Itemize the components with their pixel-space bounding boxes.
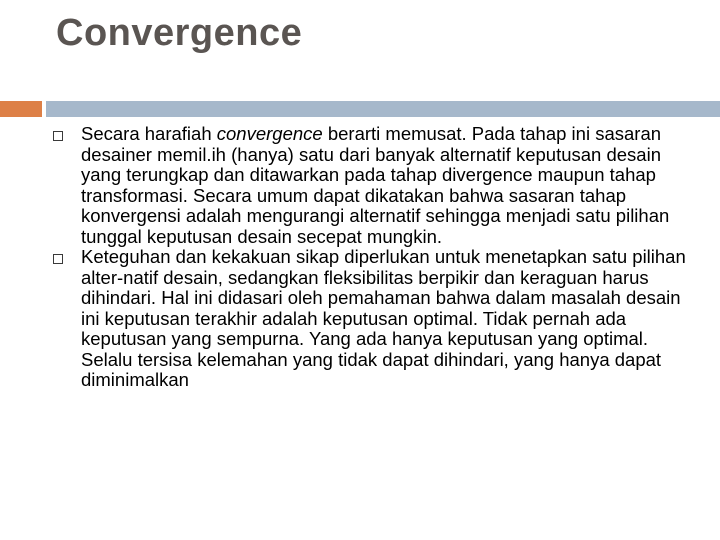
bullet-text-rest: berarti memusat. Pada tahap ini sasaran desainer memil.ih (hanya) satu dari banyak alternatif keputusan desain yang terungkap dan ditawarkan pada tahap divergence maupun tahap transformasi. Secara umum dapat dikatakan bahwa sasaran tahap konvergensi adalah mengurangi alternatif sehingga menjadi satu pilihan tunggal keputusan desain secepat mungkin. [81,123,670,247]
accent-bar-blue [46,101,720,117]
bullet-item [52,247,692,391]
bullet-text: Keteguhan dan kekakuan sikap diperlukan untuk menetapkan satu pilihan alter-natif desain, sedangkan fleksibilitas berpikir dan keraguan harus dihindari. Hal ini didasari oleh pemahaman bahwa dalam masalah desain ini keputusan terakhir adalah keputusan optimal. Tidak pernah ada keputusan yang sempurna. Yang ada hanya keputusan yang optimal. Selalu tersisa kelemahan yang tidak dapat dihindari, yang hanya dapat diminimalkan [81,246,686,390]
bullet-text [81,124,692,247]
accent-bar-orange [0,101,42,117]
bullet-text-lead: Secara harafiah [81,123,217,144]
square-bullet-icon [53,131,63,141]
bullet-text-emphasis: convergence [216,123,323,144]
slide-title: Convergence [56,12,303,54]
bullet-item [52,124,692,247]
square-bullet-icon [53,254,63,264]
bullet-list [52,124,692,391]
